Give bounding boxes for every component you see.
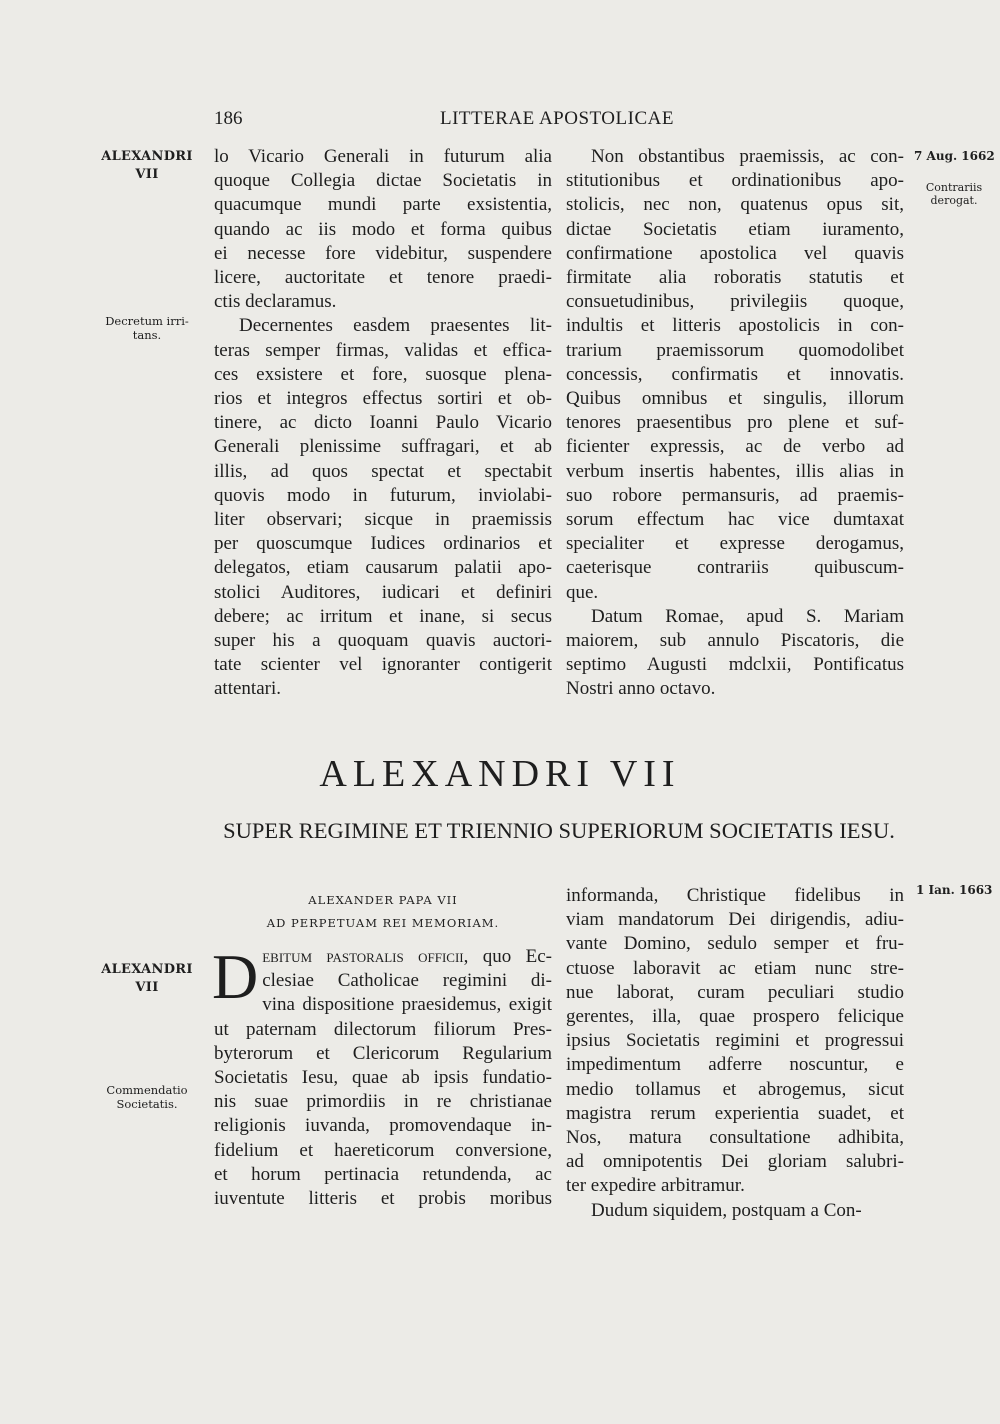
paragraph [214,1018,552,1212]
text-line: Datum Romae, apud S. Mariam [591,605,904,627]
text-line: Non obstantibus praemissis, ac con- [591,146,904,167]
text-line: gerentes, illa, quae prospero felicique [566,1006,904,1028]
text-line: liter observari; sicque in praemissis [214,509,552,531]
text-line: ces exsistere et fore, suosque plena- [214,363,552,385]
text-line: consuetudinibus, privilegiis quoque, [566,291,904,313]
upper-left-column [214,145,552,702]
margin-note-decretum [92,314,202,342]
margin-note-contrariis [924,181,984,207]
margin-note-line: Commendatio [106,1083,188,1097]
margin-note-line: ALEXANDRI [101,962,193,977]
text-line: illis, ad quos spectat et spectabit [214,460,552,482]
paragraph-last-line: que. [566,581,599,603]
text-line: medio tollamus et abrogemus, sicut [566,1078,904,1100]
text-line: teras semper firmas, validas et effica- [214,339,552,361]
paragraph-last-line: ter expedire arbitramur. [566,1175,745,1197]
text-line: tate scienter vel ignoranter contigerit [214,654,552,676]
first-line-rest: , quo Ec- [463,946,552,967]
text-line: quando ac iis modo et forma quibus [214,218,552,240]
text-line: stolicis, nec non, quatenus opus sit, [566,194,904,216]
paragraph-last-line: ctis declaramus. [214,291,337,313]
text-line: religionis iuvanda, promovendaque in- [214,1115,552,1137]
text-line: caeterisque contrariis quibuscum- [566,557,904,579]
text-line: ad omnipotentis Dei gloriam salubri- [566,1151,904,1173]
text-line: specialiter et expresse derogamus, [566,533,904,555]
text-line: stolici Auditores, iudicari et definiri [214,581,552,603]
margin-note-line: VII [135,980,159,995]
text-line: Quibus omnibus et singulis, illorum [566,388,904,410]
text-line: firmitate alia roboratis statutis et [566,267,904,289]
lower-left-column [212,941,552,1211]
text-line: ficienter expressis, ac de verbo ad [566,436,904,458]
margin-note-line: ALEXANDRI [101,149,193,164]
margin-note-line: VII [135,167,159,182]
text-line: vina dispositione praesidemus, exigit [262,994,552,1016]
margin-date-1: 7 Aug. 1662 [914,149,995,163]
margin-date-2: 1 Ian. 1663 [916,883,993,897]
text-line: byterorum et Clericorum Regularium [214,1042,552,1064]
margin-note-pope-name [92,148,202,184]
text-line: verbum insertis habentes, illis alias in [566,460,904,482]
text-line: tinere, ac dicto Ioanni Paulo Vicario [214,412,552,434]
drop-cap: D [212,941,259,1012]
text-line: dictae Societatis etiam iuramento, [566,218,904,240]
margin-note-line: Societatis. [116,1097,178,1111]
text-line: rios et integros effectus sortiri et ob- [214,388,552,410]
text-line [214,945,552,969]
text-line: lo Vicario Generali in futurum alia [214,146,552,167]
lead-words: ebitum pastoralis officii [262,946,464,967]
paragraph: Dudum siquidem, postquam a Con- [591,1199,862,1221]
text-line: tenores praesentibus pro plene et suf- [566,412,904,434]
text-line: ipsius Societatis regimini et progressui [566,1030,904,1052]
margin-note-line: Decretum irri- [105,314,189,328]
text-line: maiorem, sub annulo Piscatoris, die [566,630,904,652]
paragraph [214,145,552,290]
text-line: trarium praemissorum quomodolibet [566,339,904,361]
text-line: super his a quoquam quavis auctori- [214,630,552,652]
text-line: iuventute litteris et probis moribus [214,1188,552,1210]
page-number: 186 [214,108,243,129]
text-line: ctuose laboravit ac etiam nunc stre- [566,957,904,979]
margin-note-commendatio [92,1083,202,1111]
lower-right-column [566,884,904,1223]
addressee-line-2: AD PERPETUAM REI MEMORIAM. [266,916,500,930]
text-line: Societatis Iesu, quae ab ipsis fundatio- [214,1067,552,1089]
text-line: ut paternam dilectorum filiorum Pres- [214,1018,552,1040]
paragraph [566,145,904,581]
text-line: indultis et litteris apostolicis in con- [566,315,904,337]
paragraph-last-line: Nostri anno octavo. [566,678,716,700]
text-line: viam mandatorum Dei dirigendis, adiu- [566,909,904,931]
text-line: quacumque mundi parte exsistentia, [214,194,552,216]
text-line: nis suae primordiis in re christianae [214,1091,552,1113]
paragraph [566,884,904,1174]
text-line: suo robore permansuris, ad praemis- [566,484,904,506]
first-line [214,945,552,969]
text-line: et horum pertinacia retundenda, ac [214,1163,552,1185]
datum-paragraph [566,605,904,678]
text-line: concessis, confirmatis et innovatis. [566,363,904,385]
text-line: vante Domino, sedulo semper et fru- [566,933,904,955]
lines-beside-cap [214,969,552,1017]
text-line: septimo Augusti mdclxii, Pontificatus [566,654,904,676]
text-line: ei necesse fore videbitur, suspendere [214,242,552,264]
text-line: quovis modo in futurum, inviolabi- [214,484,552,506]
paragraph-last-line: attentari. [214,678,281,700]
text-line: clesiae Catholicae regimini di- [262,970,552,992]
text-line: quoque Collegia dictae Societatis in [214,170,552,192]
upper-right-column [566,145,904,702]
text-line: informanda, Christique fidelibus in [566,885,904,906]
text-line: Generali plenissime suffragari, et ab [214,436,552,458]
text-line: nue laborat, curam peculiari studio [566,981,904,1003]
paragraph [214,314,552,677]
text-line: sorum effectum hac vice dumtaxat [566,509,904,531]
text-line: fidelium et haereticorum conversione, [214,1139,552,1161]
document-title: ALEXANDRI VII [319,753,681,795]
margin-note-line: tans. [132,328,162,342]
text-line: per quoscumque Iudices ordinarios et [214,533,552,555]
text-line: Nos, matura consultatione adhibita, [566,1127,904,1149]
margin-note-pope-name-2 [92,961,202,997]
text-line: Decernentes easdem praesentes lit- [239,315,552,337]
running-title: LITTERAE APOSTOLICAE [440,108,674,129]
document-subtitle: SUPER REGIMINE ET TRIENNIO SUPERIORUM SOCIETATIS IESU. [223,818,895,843]
text-line: stitutionibus et ordinationibus apo- [566,170,904,192]
text-line: licere, auctoritate et tenore praedi- [214,267,552,289]
text-line: impedimentum adferre noscuntur, e [566,1054,904,1076]
text-line: magistra rerum experientia suadet, et [566,1102,904,1124]
margin-note-line: Contrariis [925,181,983,194]
margin-note-line: derogat. [930,194,978,207]
text-line: confirmatione apostolica vel quavis [566,242,904,264]
text-line: debere; ac irritum et inane, si secus [214,605,552,627]
text-line: delegatos, etiam causarum palatii apo- [214,557,552,579]
addressee-line-1: ALEXANDER PAPA VII [308,893,458,907]
